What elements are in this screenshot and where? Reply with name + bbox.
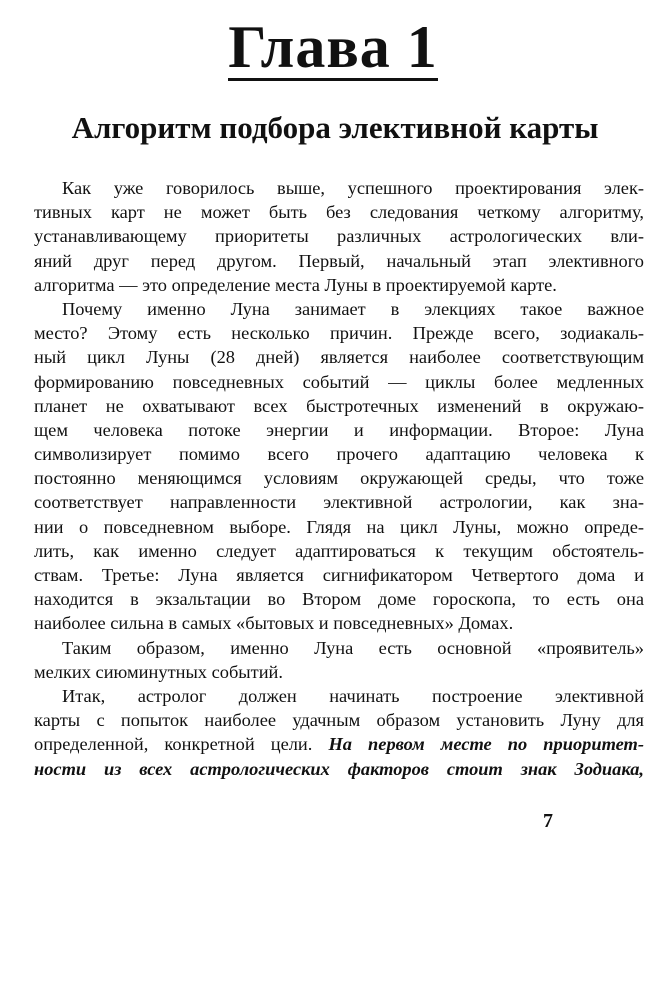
- text-line: лить, как именно следует адаптироваться к текущим обстоятель-: [34, 540, 644, 561]
- text-line: соответствует направленности элективной астрологии, как зна-: [34, 492, 644, 513]
- text-line: алгоритма — это определение места Луны в проектируемой карте.: [34, 274, 557, 295]
- text-line: мелких сиюминутных событий.: [34, 661, 283, 682]
- text-line: формированию повседневных событий — циклы более медленных: [34, 371, 644, 392]
- text-line: наиболее сильна в самых «бытовых и повседневных» Домах.: [34, 613, 514, 634]
- text-line: устанавливающему приоритеты различных астрологических вли-: [34, 226, 644, 247]
- text-line: щем человека потоке энергии и информации. Второе: Луна: [34, 419, 644, 440]
- text-line: находится в экзальтации во Втором доме гороскопа, то есть она: [34, 589, 644, 610]
- text-line: яний друг перед другом. Первый, начальный этап элективного: [34, 250, 644, 271]
- text-line: Таким образом, именно Луна есть основной «проявитель»: [62, 637, 644, 658]
- text-line-regular: определенной, конкретной цели.: [34, 734, 313, 755]
- text-line: ствам. Третье: Луна является сигнификатором Четвертого дома и: [34, 565, 644, 585]
- body-text: [34, 176, 644, 781]
- chapter-title: [0, 12, 666, 82]
- page-number: 7: [543, 810, 553, 832]
- text-line: нии о повседневном выборе. Глядя на цикл Луны, можно опреде-: [34, 516, 644, 537]
- chapter-title-text: Глава 1: [228, 14, 438, 80]
- emphasis-text: На первом месте по приоритет-: [328, 734, 644, 755]
- emphasis-line: ности из всех астрологических факторов стоит знак Зодиака,: [34, 758, 644, 779]
- text-line: карты с попыток наиболее удачным образом установить Луну для: [34, 710, 644, 731]
- text-line: Как уже говорилось выше, успешного проектирования элек-: [62, 178, 644, 198]
- text-line: символизирует помимо всего прочего адаптацию человека к: [34, 444, 644, 465]
- text-line: тивных карт не может быть без следования четкому алгоритму,: [34, 202, 644, 223]
- text-line: планет не охватывают всех быстротечных изменений в окружаю-: [34, 395, 644, 416]
- text-line: постоянно меняющимся условиям окружающей среды, что тоже: [34, 468, 644, 489]
- text-line: ный цикл Луны (28 дней) является наиболее соответствующим: [34, 347, 644, 368]
- section-title: Алгоритм подбора элективной карты: [71, 110, 599, 145]
- text-line-mixed: [34, 732, 644, 756]
- text-line: Итак, астролог должен начинать построение элективной: [62, 685, 644, 706]
- text-line: место? Этому есть несколько причин. Прежде всего, зодиакаль-: [34, 323, 644, 344]
- text-line: Почему именно Луна занимает в элекциях такое важное: [62, 298, 644, 319]
